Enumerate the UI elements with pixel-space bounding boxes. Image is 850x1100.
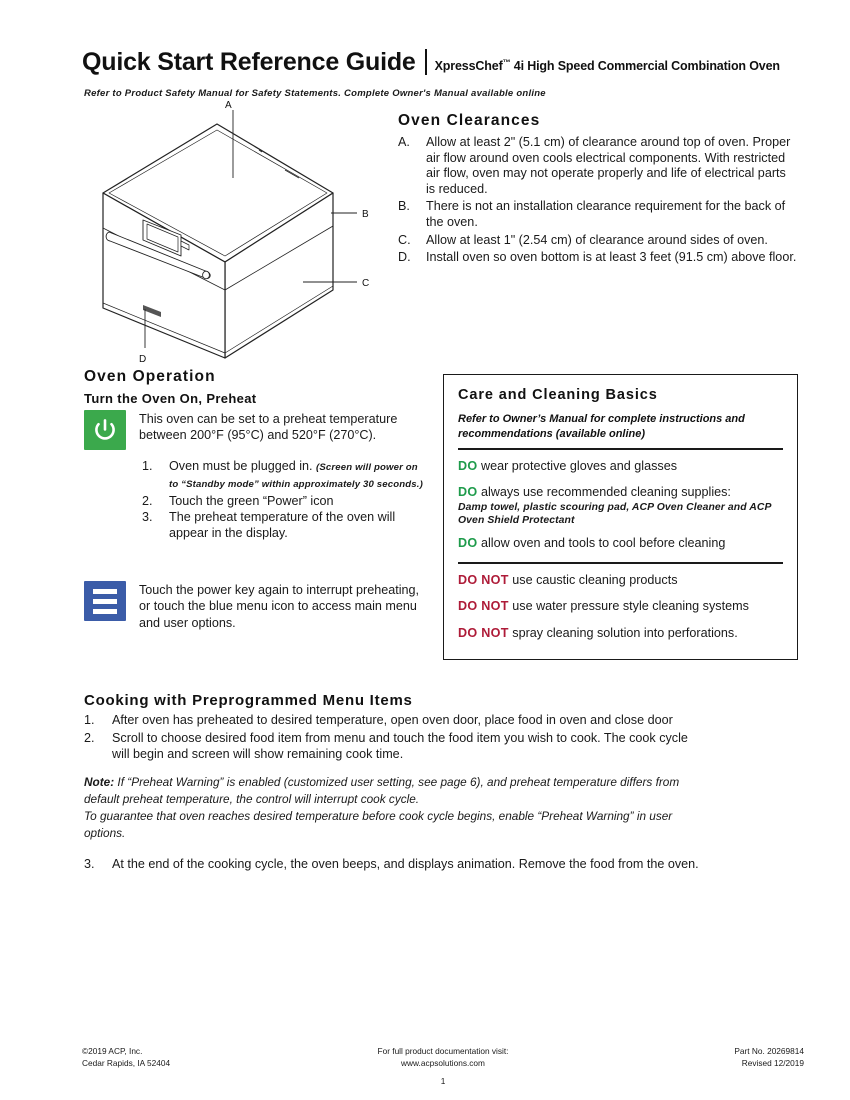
care-refer-note: Refer to Owner’s Manual for complete instructions and recommendations (available online): [458, 413, 745, 440]
footer-revision-date: Revised 12/2019: [741, 1057, 804, 1068]
note-text: To guarantee that oven reaches desired temperature before cook cycle begins, enable “Preheat Warning” in user options.: [84, 808, 673, 840]
power-icon[interactable]: [84, 410, 126, 450]
power-on-steps: [84, 459, 429, 542]
oven-clearances-heading: Oven Clearances: [398, 112, 541, 129]
oven-clearances-section: [398, 112, 798, 268]
care-item: [458, 459, 783, 475]
cooking-final-step: [84, 856, 704, 872]
care-item-text: use caustic cleaning products: [508, 572, 678, 587]
footer-documentation: [320, 1046, 565, 1069]
list-marker: 3.: [142, 510, 153, 525]
svg-text:B: B: [362, 209, 369, 220]
list-marker: A.: [398, 135, 410, 149]
list-marker: B.: [398, 199, 410, 214]
svg-text:C: C: [362, 278, 370, 289]
list-marker: 3.: [84, 856, 95, 871]
care-item-text: spray cleaning solution into perforations.: [508, 625, 738, 640]
care-item: [458, 485, 783, 527]
care-item-subtext: Damp towel, plastic scouring pad, ACP Oven Cleaner and ACP Oven Shield Protectant: [458, 501, 772, 526]
list-marker: C.: [398, 232, 411, 247]
list-text: There is not an installation clearance requirement for the back of the oven.: [426, 199, 786, 229]
do-not-keyword: DO NOT: [458, 599, 509, 614]
safety-statement-note: Refer to Product Safety Manual for Safety Statements. Complete Owner's Manual available online: [84, 88, 546, 99]
list-item: [84, 856, 704, 872]
menu-icon-row: [84, 581, 429, 631]
do-not-keyword: DO NOT: [458, 572, 509, 587]
list-item: [398, 135, 798, 197]
footer-doc-label: For full product documentation visit:: [377, 1046, 509, 1056]
note-paragraph: [84, 774, 704, 808]
oven-illustration: [85, 100, 385, 370]
subtitle-product: XpressChef: [434, 59, 503, 73]
care-and-cleaning-box: [443, 374, 798, 660]
svg-text:A: A: [225, 100, 232, 111]
page-title: Quick Start Reference Guide: [82, 48, 416, 76]
cooking-steps: [84, 712, 704, 763]
preheat-range-text: This oven can be set to a preheat temperature between 200°F (95°C) and 520°F (270°C).: [139, 412, 398, 443]
list-marker: 1.: [142, 459, 153, 473]
menu-bar: [93, 609, 117, 614]
care-item-text: wear protective gloves and glasses: [477, 458, 678, 473]
note-label: Note:: [84, 774, 115, 789]
oven-clearances-list: [398, 135, 798, 266]
list-item: [84, 712, 704, 728]
list-marker: D.: [398, 250, 411, 265]
do-not-keyword: DO NOT: [458, 625, 509, 640]
list-marker: 2.: [84, 731, 95, 746]
subtitle-description: 4i High Speed Commercial Combination Oven: [510, 59, 780, 73]
care-item: [458, 573, 783, 589]
footer-part-info: [566, 1046, 804, 1069]
cooking-heading: Cooking with Preprogrammed Menu Items: [84, 692, 413, 709]
list-item: [398, 233, 798, 249]
menu-instruction-row: [84, 577, 429, 631]
care-item-text: use water pressure style cleaning systems: [508, 599, 749, 614]
menu-bar: [93, 599, 117, 604]
footer-doc-url[interactable]: www.acpsolutions.com: [401, 1057, 485, 1068]
list-item: [398, 250, 798, 266]
title-divider: [425, 49, 427, 75]
footer-columns: [82, 1046, 804, 1069]
note-paragraph: [84, 808, 704, 842]
care-item: [458, 599, 783, 615]
footer-address-line: Cedar Rapids, IA 52404: [82, 1057, 171, 1068]
menu-bar: [93, 589, 117, 594]
hamburger-menu-icon[interactable]: [84, 581, 126, 621]
do-keyword: DO: [458, 485, 478, 499]
care-item: [458, 626, 783, 642]
care-and-cleaning-heading: Care and Cleaning Basics: [458, 387, 658, 403]
menu-instruction-text: Touch the power key again to interrupt preheating, or touch the blue menu icon to access main menu and user options.: [139, 583, 420, 630]
care-divider-bottom: [458, 562, 783, 564]
list-item: [142, 494, 429, 510]
preheat-warning-note: [84, 774, 704, 842]
page-number: 1: [440, 1076, 446, 1086]
cooking-section: [84, 692, 704, 872]
document-footer: [82, 1046, 804, 1088]
list-item: [142, 459, 429, 493]
care-item-text: allow oven and tools to cool before cleaning: [477, 535, 726, 550]
list-text: After oven has preheated to desired temperature, open oven door, place food in oven and close door: [112, 713, 673, 727]
footer-copyright: [82, 1046, 320, 1069]
footer-part-number: Part No. 20269814: [734, 1046, 804, 1056]
list-text: Scroll to choose desired food item from menu and touch the food item you wish to cook. The cook cycle will begin and screen will show remaining cook time.: [112, 731, 688, 762]
list-marker: 2.: [142, 493, 153, 508]
care-item: [458, 536, 783, 552]
list-item: [84, 730, 704, 762]
do-keyword: DO: [458, 458, 478, 473]
list-text: Allow at least 2" (5.1 cm) of clearance around top of oven. Proper air flow around oven cools electrical components. With restricted air flow, oven may not operate properly and life of electrical parts is reduced.: [426, 135, 791, 196]
list-item: [142, 510, 429, 542]
document-header: [82, 48, 802, 77]
list-text: Allow at least 1" (2.54 cm) of clearance around sides of oven.: [426, 232, 768, 247]
list-item: [398, 199, 798, 230]
oven-operation-section: [84, 368, 429, 543]
list-text: Install oven so oven bottom is at least 3 feet (91.5 cm) above floor.: [426, 250, 797, 265]
do-keyword: DO: [458, 535, 478, 550]
footer-copyright-line: ©2019 ACP, Inc.: [82, 1046, 143, 1056]
note-text: If “Preheat Warning” is enabled (customized user setting, see page 6), and preheat temperature differs from default preheat temperature, the control will interrupt cook cycle.: [84, 774, 680, 806]
power-instruction-row: [84, 410, 429, 450]
list-text: Touch the green “Power” icon: [169, 493, 334, 508]
list-text: The preheat temperature of the oven will appear in the display.: [169, 510, 396, 541]
list-text: Oven must be plugged in.: [169, 459, 317, 473]
list-text: At the end of the cooking cycle, the oven beeps, and displays animation. Remove the food from the oven.: [112, 856, 699, 871]
preheat-subheading: Turn the Oven On, Preheat: [84, 391, 257, 406]
document-subtitle: [435, 58, 780, 73]
svg-text:D: D: [139, 354, 147, 365]
trademark-symbol: ™: [502, 58, 511, 67]
list-marker: 1.: [84, 713, 95, 727]
list-text-note: (Screen will power on to “Standby mode” within approximately 30 seconds.): [169, 462, 423, 490]
oven-operation-heading: Oven Operation: [84, 368, 216, 385]
care-item-text: always use recommended cleaning supplies:: [477, 485, 731, 499]
care-divider-top: [458, 448, 783, 450]
